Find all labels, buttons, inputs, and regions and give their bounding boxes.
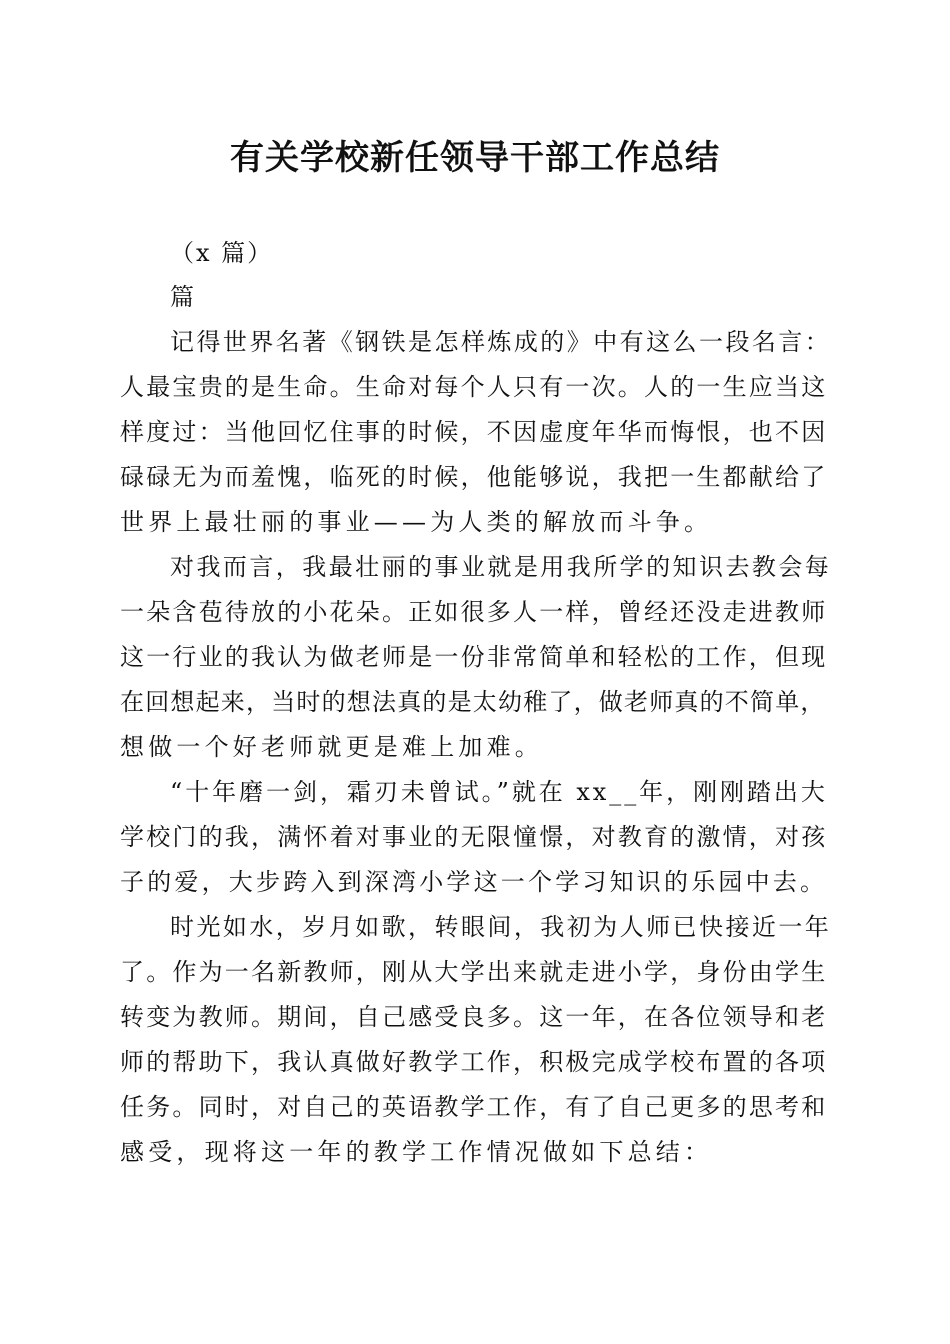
- paragraph-3-line-2: 学校门的我，满怀着对事业的无限憧憬，对教育的激情，对孩: [120, 823, 828, 851]
- paragraph-1-line-5: 世界上最壮丽的事业——为人类的解放而斗争。: [120, 508, 713, 536]
- paragraph-1-line-1: 记得世界名著《钢铁是怎样炼成的》中有这么一段名言：: [170, 328, 832, 356]
- section-label: 篇: [170, 283, 199, 311]
- paragraph-1-line-3: 样度过：当他回忆住事的时候，不因虚度年华而悔恨，也不因: [120, 418, 828, 446]
- paragraph-1-line-4: 碌碌无为而羞愧，临死的时候，他能够说，我把一生都献给了: [120, 463, 828, 491]
- paragraph-4-line-1: 时光如水，岁月如歌，转眼间，我初为人师已快接近一年: [170, 913, 832, 941]
- paragraph-3-line-3: 子的爱，大步跨入到深湾小学这一个学习知识的乐园中去。: [120, 868, 828, 896]
- paragraph-1-line-2: 人最宝贵的是生命。生命对每个人只有一次。人的一生应当这: [120, 373, 828, 401]
- paragraph-4-line-2: 了。作为一名新教师，刚从大学出来就走进小学，身份由学生: [120, 958, 828, 986]
- paragraph-2-line-1: 对我而言，我最壮丽的事业就是用我所学的知识去教会每: [170, 553, 832, 581]
- paragraph-4-line-6: 感受，现将这一年的教学工作情况做如下总结：: [120, 1138, 713, 1166]
- paragraph-2-line-5: 想做一个好老师就更是难上加难。: [120, 733, 543, 761]
- paragraph-4-line-3: 转变为教师。期间，自己感受良多。这一年，在各位领导和老: [120, 1003, 828, 1031]
- paragraph-3-line-1: “十年磨一剑，霜刃未曾试。”就在 xx__年，刚刚踏出大: [170, 778, 828, 806]
- paragraph-2-line-3: 这一行业的我认为做老师是一份非常简单和轻松的工作，但现: [120, 643, 828, 671]
- paragraph-4-line-5: 任务。同时，对自己的英语教学工作，有了自己更多的思考和: [120, 1093, 828, 1121]
- document-title: 有关学校新任领导干部工作总结: [230, 138, 720, 178]
- paragraph-4-line-4: 师的帮助下，我认真做好教学工作，积极完成学校布置的各项: [120, 1048, 828, 1076]
- paragraph-2-line-4: 在回想起来，当时的想法真的是太幼稚了，做老师真的不简单，: [120, 688, 826, 716]
- paragraph-2-line-2: 一朵含苞待放的小花朵。正如很多人一样，曾经还没走进教师: [120, 598, 828, 626]
- subtitle: （x 篇）: [170, 239, 274, 267]
